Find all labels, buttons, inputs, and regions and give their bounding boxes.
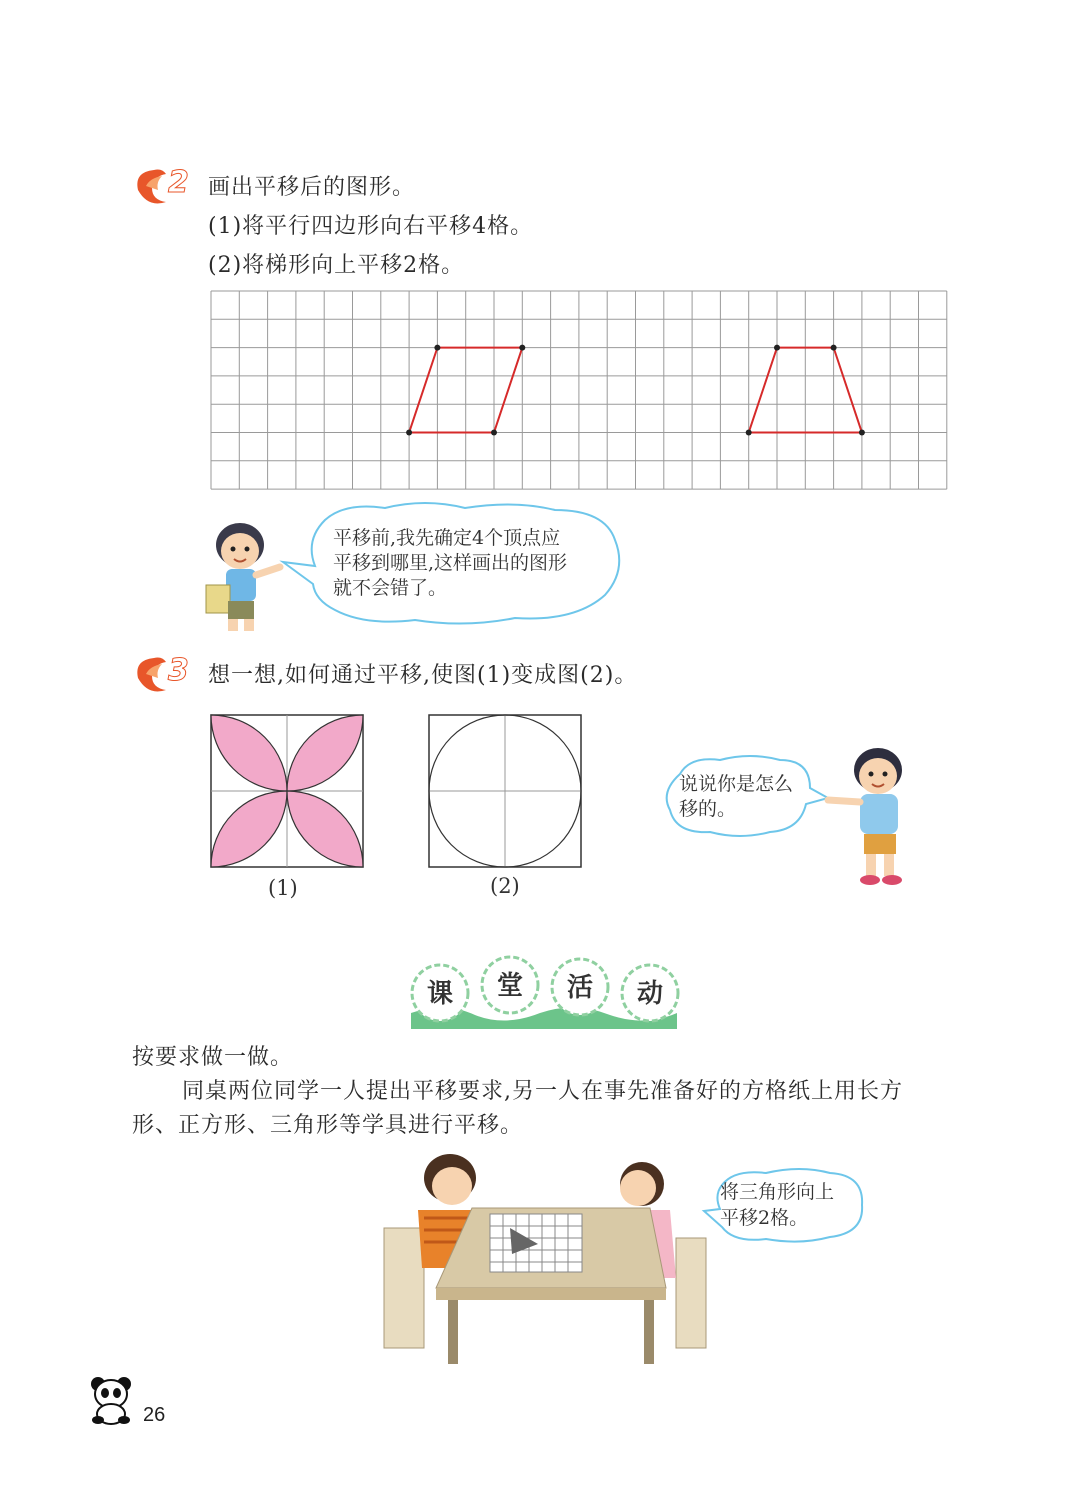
- bubble-2-line-1: 说说你是怎么: [679, 773, 794, 795]
- activity-instruction: 按要求做一做。: [132, 1045, 294, 1070]
- bubble-3-line-2: 平移2格。: [720, 1207, 809, 1229]
- figure-1-petals: [210, 714, 366, 870]
- grid-lines: [211, 291, 947, 489]
- vertex-dot: [746, 430, 752, 436]
- vertex-dot: [519, 345, 525, 351]
- panda-icon: [86, 1374, 138, 1426]
- activity-paragraph-line-1: 同桌两位同学一人提出平移要求,另一人在事先准备好的方格纸上用长方: [182, 1079, 903, 1104]
- bubble-1-line-3: 就不会错了。: [333, 577, 448, 599]
- page-number: 26: [143, 1404, 166, 1426]
- vertex-dot: [859, 430, 865, 436]
- exercise-3-badge-icon: [132, 648, 202, 698]
- vertex-dot: [831, 345, 837, 351]
- bubble-3-line-1: 将三角形向上: [720, 1181, 835, 1203]
- exercise-2-title: 画出平移后的图形。: [208, 175, 416, 200]
- bubble-1-line-2: 平移到哪里,这样画出的图形: [333, 552, 568, 574]
- vertex-dot: [434, 345, 440, 351]
- banner-char: 课: [426, 979, 454, 1009]
- students-at-desk-illustration: [380, 1148, 710, 1368]
- vertex-dot: [774, 345, 780, 351]
- classroom-activity-banner: [405, 955, 680, 1035]
- figure-1-caption: (1): [268, 876, 298, 900]
- exercise-2-badge-icon: [132, 160, 202, 210]
- exercise-3-number: 3: [168, 653, 189, 688]
- figure-2-petals: [428, 714, 584, 870]
- vertex-dot: [406, 430, 412, 436]
- grid-paper: [210, 290, 950, 490]
- exercise-2-item-2: (2)将梯形向上平移2格。: [208, 253, 465, 278]
- banner-char: 堂: [496, 971, 524, 1001]
- exercise-2-number: 2: [168, 165, 189, 200]
- exercise-3-title: 想一想,如何通过平移,使图(1)变成图(2)。: [208, 663, 638, 688]
- banner-char: 动: [636, 979, 664, 1009]
- bubble-2-line-2: 移的。: [679, 798, 737, 820]
- vertex-dot: [491, 430, 497, 436]
- bubble-1-line-1: 平移前,我先确定4个顶点应: [333, 527, 561, 549]
- figure-2-caption: (2): [490, 874, 520, 898]
- banner-char: 活: [566, 973, 594, 1003]
- activity-paragraph-line-2: 形、正方形、三角形等学具进行平移。: [132, 1113, 524, 1138]
- speech-bubble-3: [700, 1165, 870, 1245]
- boy-illustration-2: [820, 740, 930, 890]
- exercise-2-item-1: (1)将平行四边形向右平移4格。: [208, 214, 534, 239]
